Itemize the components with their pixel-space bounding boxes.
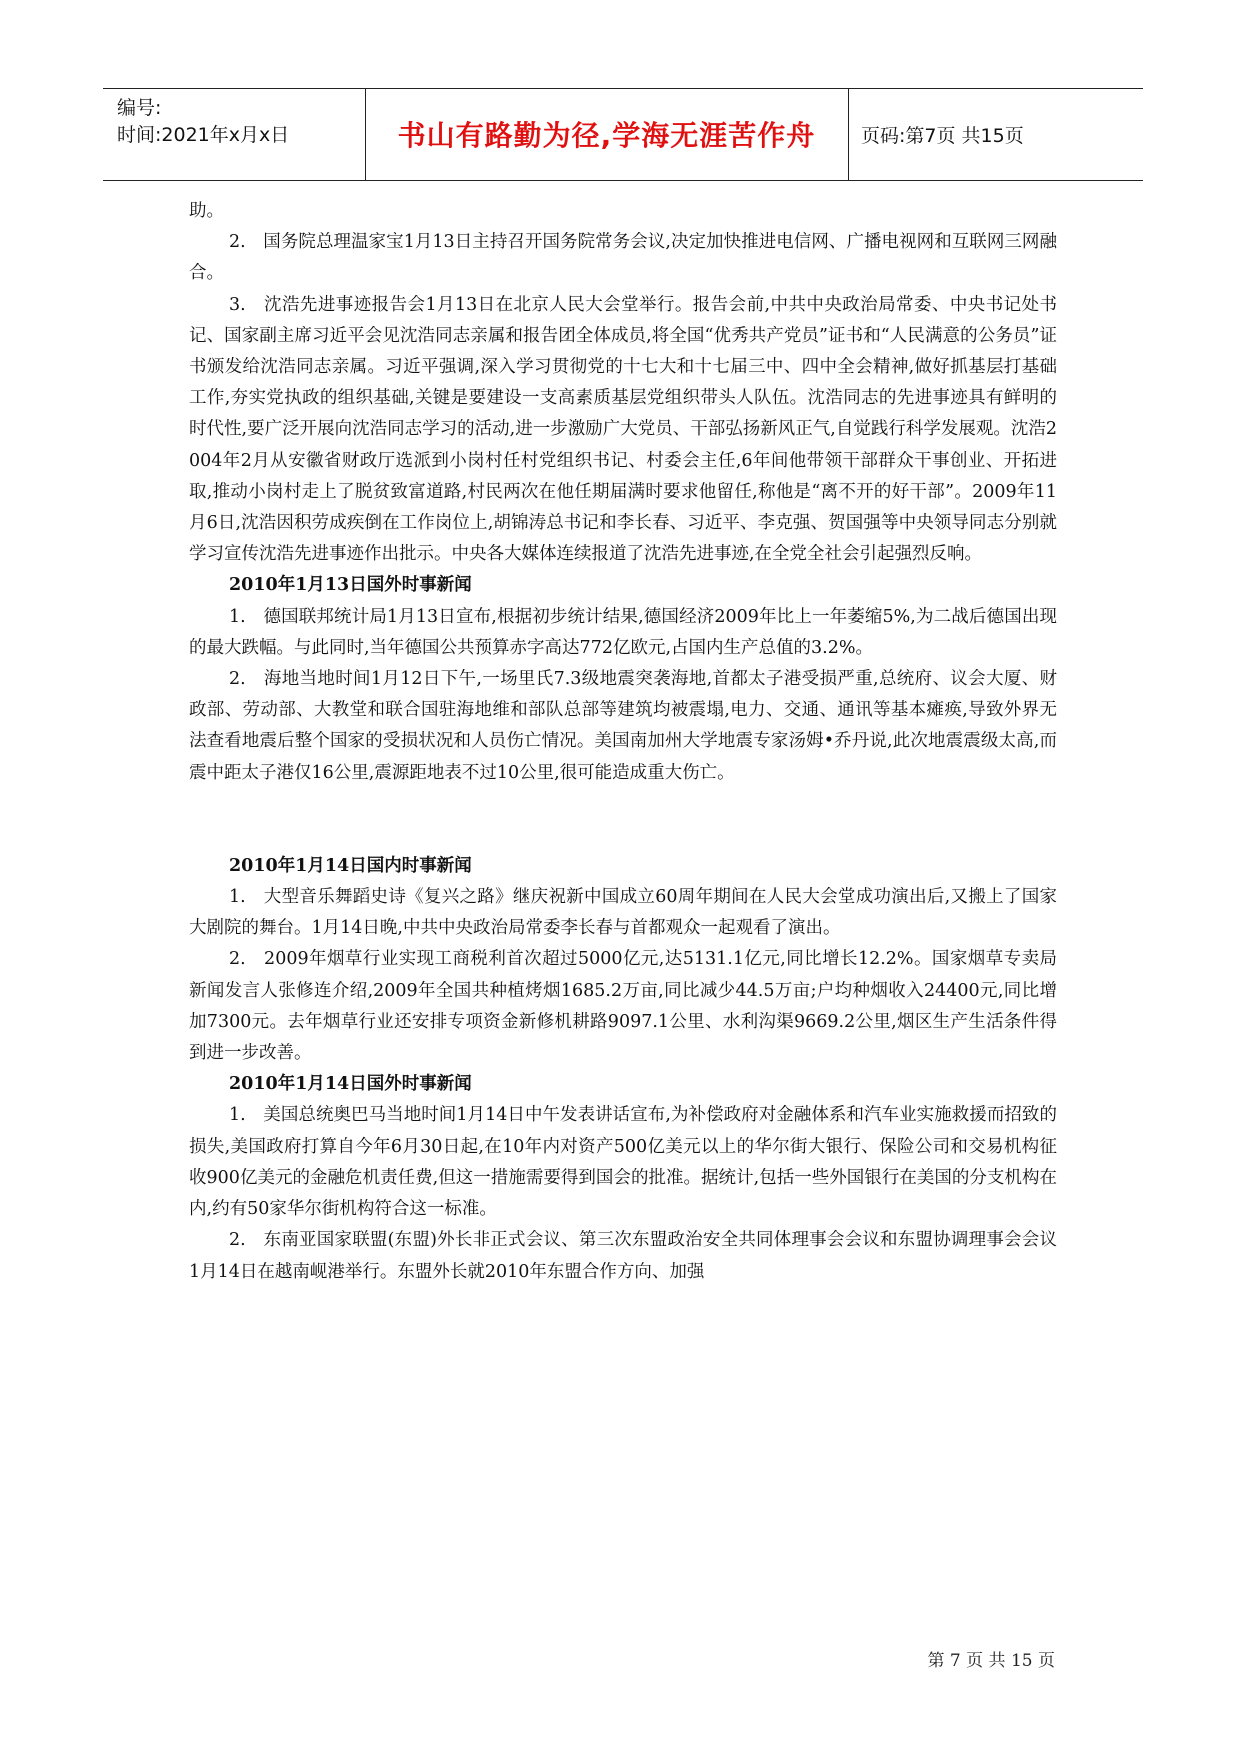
header-meta xyxy=(117,95,289,149)
paragraph: 1. 大型音乐舞蹈史诗《复兴之路》继庆祝新中国成立60周年期间在人民大会堂成功演出后,又搬上了国家大剧院的舞台。1月14日晚,中共中央政治局常委李长春与首都观众一起观看了演出。 xyxy=(189,887,1057,939)
paragraph: 助。 xyxy=(189,201,224,221)
document-header xyxy=(103,88,1143,181)
document-body xyxy=(189,196,1057,1288)
section-heading: 2010年1月14日国外时事新闻 xyxy=(229,1074,472,1095)
header-divider xyxy=(848,89,849,180)
paragraph: 1. 美国总统奥巴马当地时间1月14日中午发表讲话宣布,为补偿政府对金融体系和汽车业实施救援而招致的损失,美国政府打算自今年6月30日起,在10年内对资产500亿美元以上的华尔街大银行、保险公司和交易机构征收900亿美元的金融危机责任费,但这一措施需要得到国会的批准。据统计,包括一些外国银行在美国的分支机构在内,约有50家华尔街机构符合这一标准。 xyxy=(189,1105,1057,1220)
header-time-label: 时间:2021年x月x日 xyxy=(117,124,290,146)
section-gap xyxy=(189,789,1057,851)
paragraph: 3. 沈浩先进事迹报告会1月13日在北京人民大会堂举行。报告会前,中共中央政治局常委、中央书记处书记、国家副主席习近平会见沈浩同志亲属和报告团全体成员,将全国“优秀共产党员”证书和“人民满意的公务员”证书颁发给沈浩同志亲属。习近平强调,深入学习贯彻党的十七大和十七届三中、四中全会精神,做好抓基层打基础工作,夯实党执政的组织基础,关键是要建设一支高素质基层党组织带头人队伍。沈浩同志的先进事迹具有鲜明的时代性,要广泛开展向沈浩同志学习的活动,进一步激励广大党员、干部弘扬新风正气,自觉践行科学发展观。沈浩2004年2月从安徽省财政厅选派到小岗村任村党组织书记、村委会主任,6年间他带领干部群众干事创业、开拓进取,推动小岗村走上了脱贫致富道路,村民两次在他任期届满时要求他留任,称他是“离不开的好干部”。2009年11月6日,沈浩因积劳成疾倒在工作岗位上,胡锦涛总书记和李长春、习近平、李克强、贺国强等中央领导同志分别就学习宣传沈浩先进事迹作出批示。中央各大媒体连续报道了沈浩先进事迹,在全党全社会引起强烈反响。 xyxy=(189,294,1057,565)
paragraph: 2. 东南亚国家联盟(东盟)外长非正式会议、第三次东盟政治安全共同体理事会会议和东盟协调理事会会议1月14日在越南岘港举行。东盟外长就2010年东盟合作方向、加强 xyxy=(189,1230,1057,1282)
header-motto: 书山有路勤为径,学海无涯苦作舟 xyxy=(397,119,816,152)
section-heading: 2010年1月13日国外时事新闻 xyxy=(229,575,472,596)
header-page-label: 页码:第7页 共15页 xyxy=(861,124,1024,147)
paragraph: 2. 2009年烟草行业实现工商税利首次超过5000亿元,达5131.1亿元,同比增长12.2%。国家烟草专卖局新闻发言人张修连介绍,2009年全国共种植烤烟1685.2万亩,同比减少44.5万亩;户均种烟收入24400元,同比增加7300元。去年烟草行业还安排专项资金新修机耕路9097.1公里、水利沟渠9669.2公里,烟区生产生活条件得到进一步改善。 xyxy=(189,949,1057,1064)
paragraph: 2. 海地当地时间1月12日下午,一场里氏7.3级地震突袭海地,首都太子港受损严重,总统府、议会大厦、财政部、劳动部、大教堂和联合国驻海地维和部队总部等建筑均被震塌,电力、交通、通讯等基本瘫痪,导致外界无法查看地震后整个国家的受损状况和人员伤亡情况。美国南加州大学地震专家汤姆•乔丹说,此次地震震级太高,而震中距太子港仅16公里,震源距地表不过10公里,很可能造成重大伤亡。 xyxy=(189,669,1057,783)
paragraph: 2. 国务院总理温家宝1月13日主持召开国务院常务会议,决定加快推进电信网、广播电视网和互联网三网融合。 xyxy=(189,232,1057,284)
page-footer: 第 7 页 共 15 页 xyxy=(927,1651,1055,1671)
header-number-label: 编号: xyxy=(117,97,162,119)
section-heading: 2010年1月14日国内时事新闻 xyxy=(229,855,472,876)
paragraph: 1. 德国联邦统计局1月13日宣布,根据初步统计结果,德国经济2009年比上一年萎缩5%,为二战后德国出现的最大跌幅。与此同时,当年德国公共预算赤字高达772亿欧元,占国内生产总值的3.2%。 xyxy=(189,606,1057,658)
